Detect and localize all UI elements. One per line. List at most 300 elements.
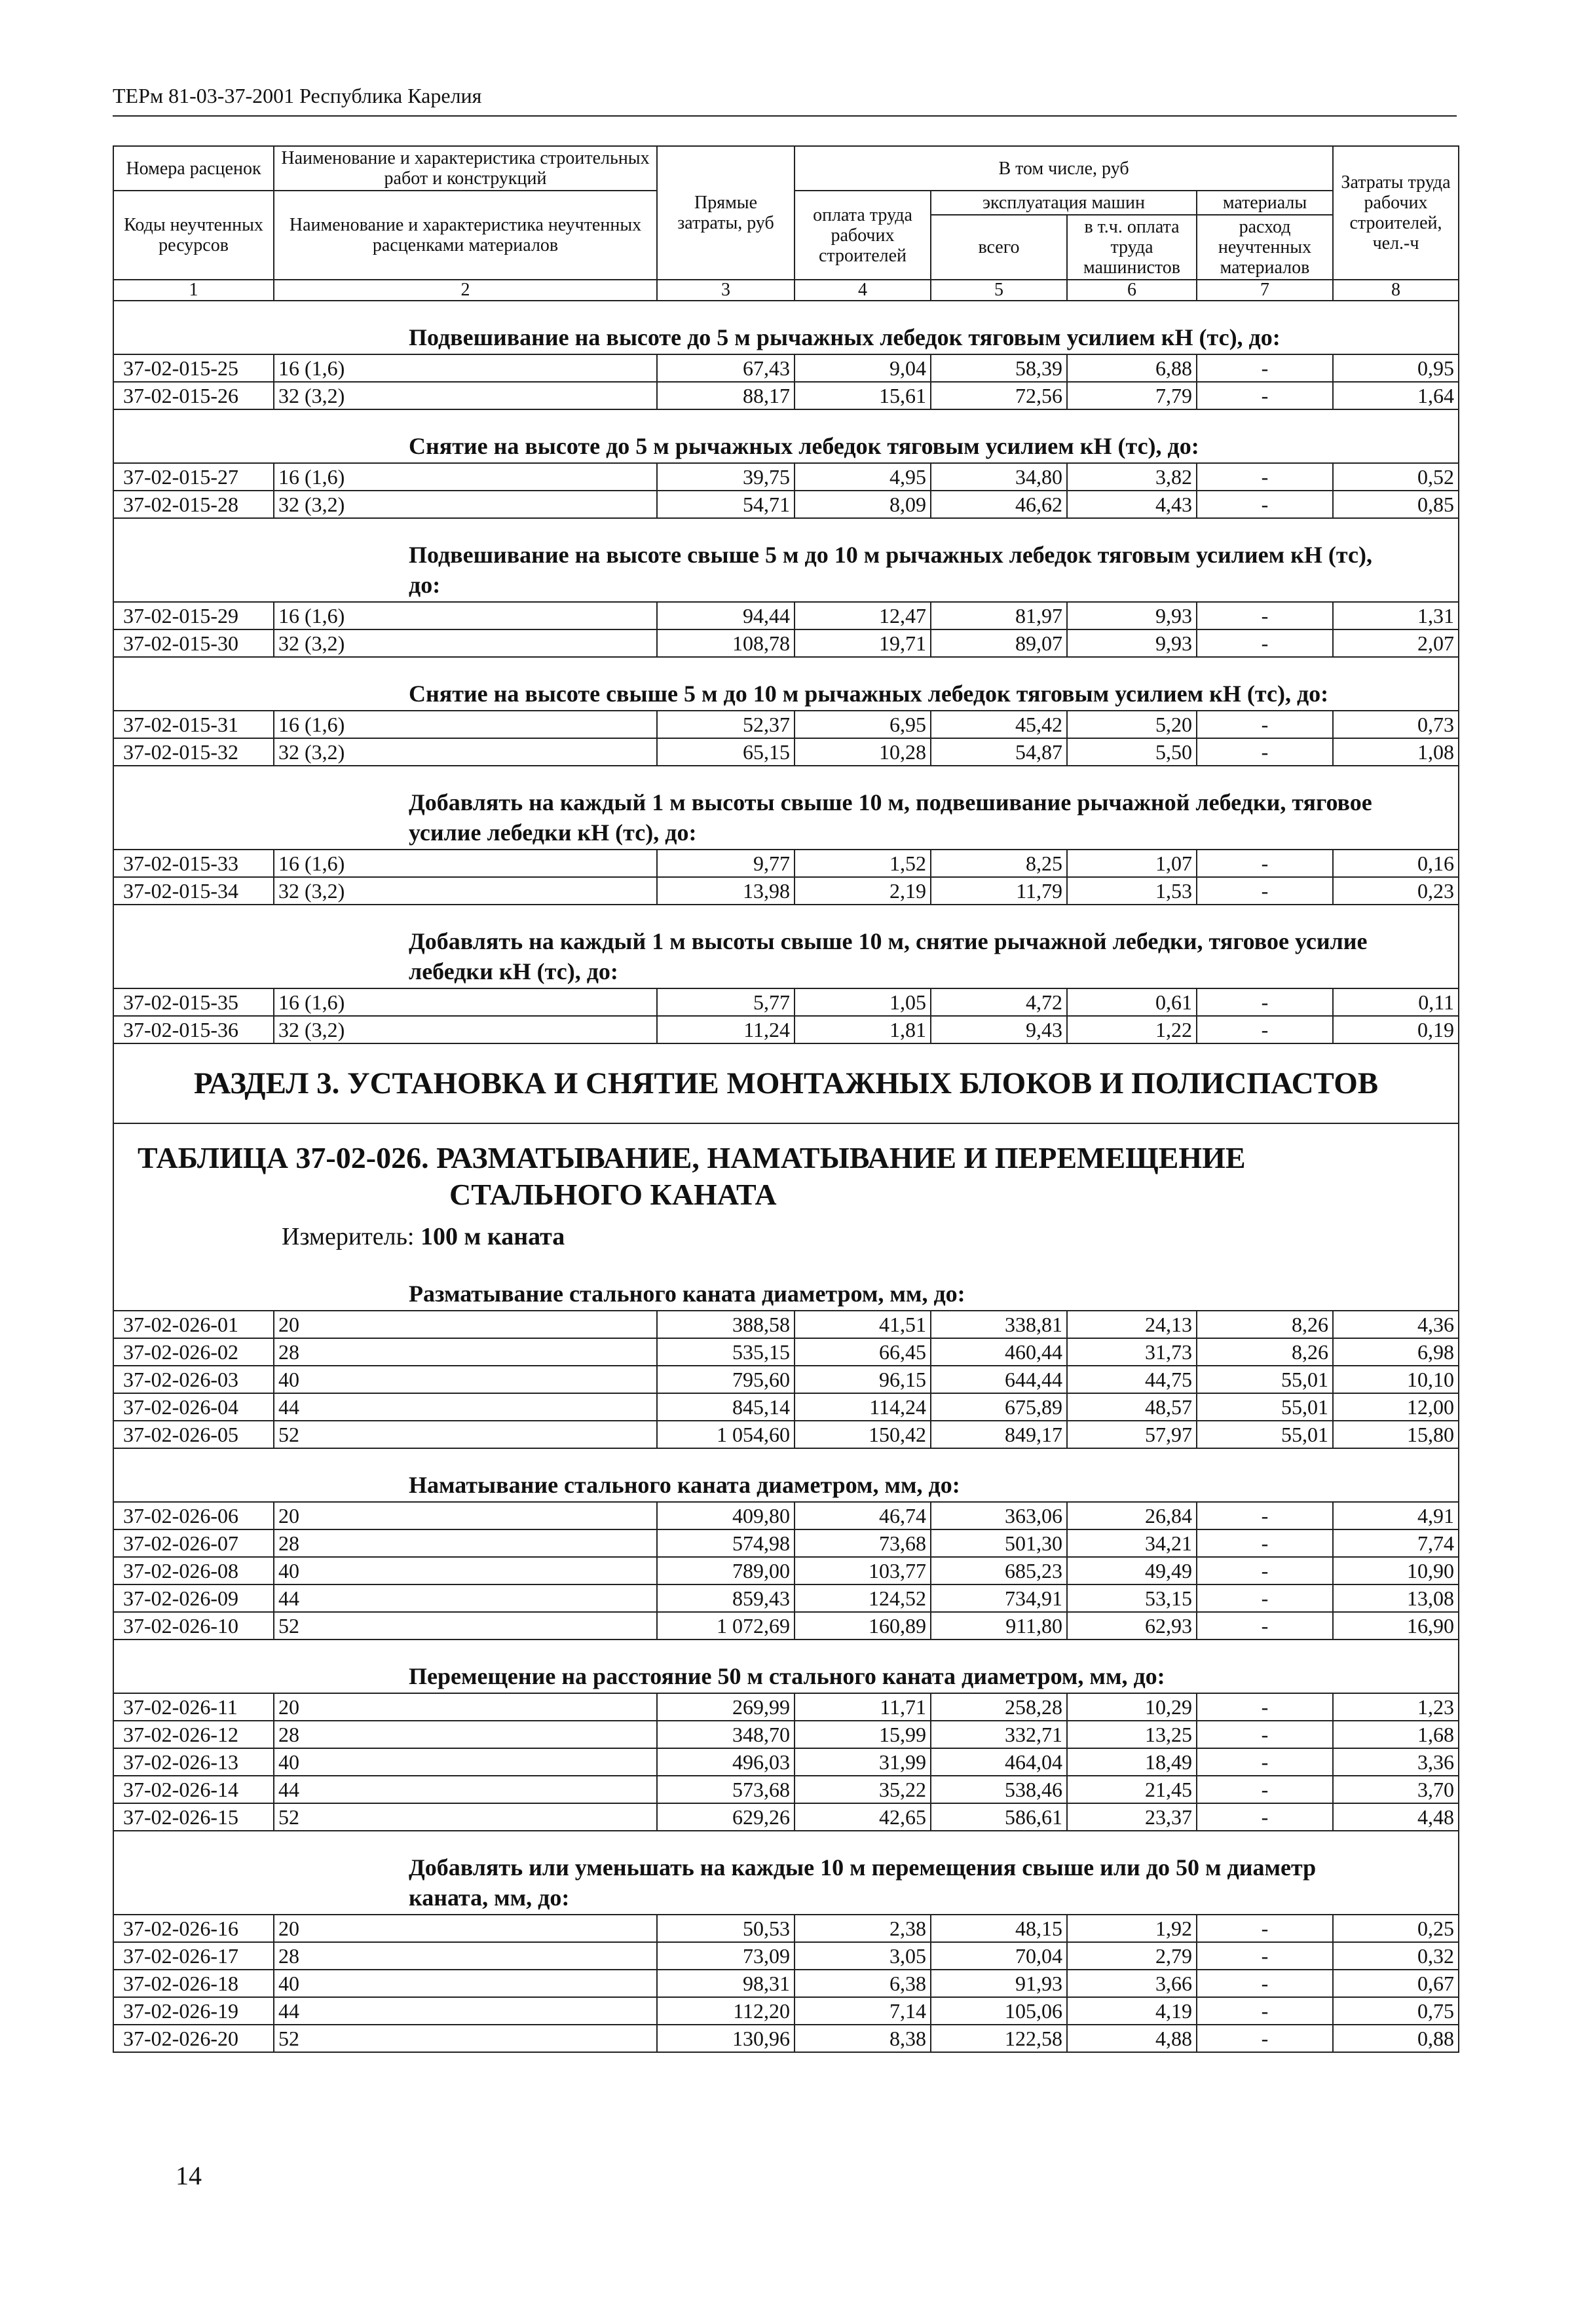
- group-title: Перемещение на расстояние 50 м стального каната диаметром, мм, до:: [113, 1652, 1459, 1693]
- table-title-line2: СТАЛЬНОГО КАНАТА: [449, 1178, 777, 1211]
- materials-value-cell: -: [1197, 1016, 1333, 1043]
- machine-total-cell: 849,17: [931, 1421, 1067, 1448]
- table-row: [113, 1748, 1459, 1776]
- col-header-machine-operation: эксплуатация машин: [931, 191, 1197, 215]
- direct-costs-cell: 13,98: [657, 877, 795, 905]
- materials-value-cell: -: [1197, 602, 1333, 629]
- machinist-pay-cell: 48,57: [1067, 1393, 1197, 1421]
- labor-hours-cell: 1,68: [1333, 1721, 1459, 1748]
- labor-hours-cell: 1,31: [1333, 602, 1459, 629]
- materials-value-cell: -: [1197, 850, 1333, 877]
- machinist-pay-cell: 53,15: [1067, 1584, 1197, 1612]
- rate-code-cell: 37-02-026-18: [113, 1970, 274, 1997]
- machine-total-cell: 58,39: [931, 354, 1067, 382]
- measure-unit: [138, 1221, 1445, 1252]
- materials-value-cell: -: [1197, 1584, 1333, 1612]
- group-title-row: [113, 422, 1459, 463]
- rate-code-cell: 37-02-026-01: [113, 1311, 274, 1338]
- table-row: [113, 1338, 1459, 1366]
- machinist-pay-cell: 24,13: [1067, 1311, 1197, 1338]
- labor-pay-cell: 9,04: [795, 354, 931, 382]
- table-row: [113, 1557, 1459, 1584]
- resource-spec-cell: 40: [274, 1557, 657, 1584]
- direct-costs-cell: 388,58: [657, 1311, 795, 1338]
- spacer-row: [113, 1258, 1459, 1269]
- machine-total-cell: 34,80: [931, 463, 1067, 491]
- resource-spec-cell: 32 (3,2): [274, 629, 657, 657]
- group-title: Добавлять на каждый 1 м высоты свыше 10 м, подвешивание рычажной лебедки, тяговое усилие лебедки кН (тс), до:: [113, 778, 1459, 850]
- group-title: Добавлять или уменьшать на каждые 10 м перемещения свыше или до 50 м диаметр каната, мм, до:: [113, 1843, 1459, 1915]
- rate-code-cell: 37-02-026-10: [113, 1612, 274, 1640]
- table-row: [113, 1803, 1459, 1831]
- direct-costs-cell: 67,43: [657, 354, 795, 382]
- machinist-pay-cell: 62,93: [1067, 1612, 1197, 1640]
- direct-costs-cell: 94,44: [657, 602, 795, 629]
- header-row-1: [113, 146, 1459, 191]
- column-number: 3: [657, 280, 795, 301]
- table-row: [113, 463, 1459, 491]
- resource-spec-cell: 28: [274, 1338, 657, 1366]
- running-header: ТЕРм 81-03-37-2001 Республика Карелия: [113, 84, 482, 107]
- resource-spec-cell: 16 (1,6): [274, 711, 657, 738]
- labor-pay-cell: 2,38: [795, 1915, 931, 1942]
- machine-total-cell: 122,58: [931, 2025, 1067, 2052]
- resource-spec-cell: 44: [274, 1584, 657, 1612]
- rate-code-cell: 37-02-015-28: [113, 491, 274, 518]
- labor-pay-cell: 42,65: [795, 1803, 931, 1831]
- resource-spec-cell: 16 (1,6): [274, 988, 657, 1016]
- spacer-row: [113, 409, 1459, 422]
- direct-costs-cell: 50,53: [657, 1915, 795, 1942]
- section-title: РАЗДЕЛ 3. УСТАНОВКА И СНЯТИЕ МОНТАЖНЫХ БЛОКОВ И ПОЛИСПАСТОВ: [113, 1043, 1459, 1123]
- table-row: [113, 1721, 1459, 1748]
- group-title-row: [113, 917, 1459, 988]
- labor-hours-cell: 16,90: [1333, 1612, 1459, 1640]
- machine-total-cell: 91,93: [931, 1970, 1067, 1997]
- machinist-pay-cell: 26,84: [1067, 1502, 1197, 1529]
- direct-costs-cell: 409,80: [657, 1502, 795, 1529]
- materials-value-cell: -: [1197, 1748, 1333, 1776]
- labor-pay-cell: 15,99: [795, 1721, 931, 1748]
- table-row: [113, 382, 1459, 409]
- resource-spec-cell: 28: [274, 1721, 657, 1748]
- labor-hours-cell: 0,11: [1333, 988, 1459, 1016]
- labor-hours-cell: 4,91: [1333, 1502, 1459, 1529]
- machinist-pay-cell: 2,79: [1067, 1942, 1197, 1970]
- direct-costs-cell: 52,37: [657, 711, 795, 738]
- machinist-pay-cell: 6,88: [1067, 354, 1197, 382]
- machinist-pay-cell: 4,43: [1067, 491, 1197, 518]
- materials-value-cell: -: [1197, 463, 1333, 491]
- labor-hours-cell: 10,90: [1333, 1557, 1459, 1584]
- machinist-pay-cell: 49,49: [1067, 1557, 1197, 1584]
- labor-pay-cell: 12,47: [795, 602, 931, 629]
- rate-code-cell: 37-02-026-05: [113, 1421, 274, 1448]
- table-row: [113, 629, 1459, 657]
- labor-hours-cell: 4,48: [1333, 1803, 1459, 1831]
- machine-total-cell: 46,62: [931, 491, 1067, 518]
- labor-pay-cell: 4,95: [795, 463, 931, 491]
- labor-pay-cell: 10,28: [795, 738, 931, 766]
- labor-hours-cell: 1,08: [1333, 738, 1459, 766]
- resource-spec-cell: 44: [274, 1393, 657, 1421]
- machine-total-cell: 48,15: [931, 1915, 1067, 1942]
- group-title: Снятие на высоте свыше 5 м до 10 м рычажных лебедок тяговым усилием кН (тс), до:: [113, 669, 1459, 711]
- labor-pay-cell: 1,81: [795, 1016, 931, 1043]
- rate-code-cell: 37-02-026-07: [113, 1529, 274, 1557]
- resource-spec-cell: 16 (1,6): [274, 354, 657, 382]
- machine-total-cell: 9,43: [931, 1016, 1067, 1043]
- rate-code-cell: 37-02-015-32: [113, 738, 274, 766]
- machine-total-cell: 72,56: [931, 382, 1067, 409]
- col-header-labor-costs: Затраты труда рабочих строителей, чел.-ч: [1333, 146, 1459, 280]
- table-row: [113, 1584, 1459, 1612]
- table-row: [113, 1393, 1459, 1421]
- table-row: [113, 1915, 1459, 1942]
- resource-spec-cell: 44: [274, 1776, 657, 1803]
- direct-costs-cell: 789,00: [657, 1557, 795, 1584]
- machinist-pay-cell: 0,61: [1067, 988, 1197, 1016]
- machinist-pay-cell: 1,53: [1067, 877, 1197, 905]
- table-row: [113, 491, 1459, 518]
- col-header-unaccounted-codes: Коды неучтенных ресурсов: [113, 191, 274, 280]
- rate-code-cell: 37-02-026-15: [113, 1803, 274, 1831]
- rate-code-cell: 37-02-026-03: [113, 1366, 274, 1393]
- labor-hours-cell: 0,32: [1333, 1942, 1459, 1970]
- machine-total-cell: 338,81: [931, 1311, 1067, 1338]
- labor-hours-cell: 3,70: [1333, 1776, 1459, 1803]
- direct-costs-cell: 496,03: [657, 1748, 795, 1776]
- spacer-row: [113, 1831, 1459, 1843]
- labor-pay-cell: 3,05: [795, 1942, 931, 1970]
- labor-hours-cell: 0,73: [1333, 711, 1459, 738]
- materials-value-cell: -: [1197, 2025, 1333, 2052]
- group-title: Наматывание стального каната диаметром, мм, до:: [113, 1461, 1459, 1502]
- group-title-row: [113, 1843, 1459, 1915]
- page-number: 14: [176, 2161, 202, 2190]
- machinist-pay-cell: 18,49: [1067, 1748, 1197, 1776]
- machinist-pay-cell: 13,25: [1067, 1721, 1197, 1748]
- materials-value-cell: -: [1197, 1557, 1333, 1584]
- rate-code-cell: 37-02-015-29: [113, 602, 274, 629]
- materials-value-cell: 55,01: [1197, 1421, 1333, 1448]
- materials-value-cell: 55,01: [1197, 1393, 1333, 1421]
- resource-spec-cell: 40: [274, 1970, 657, 1997]
- labor-pay-cell: 124,52: [795, 1584, 931, 1612]
- spacer-row: [113, 657, 1459, 669]
- resource-spec-cell: 20: [274, 1311, 657, 1338]
- labor-hours-cell: 12,00: [1333, 1393, 1459, 1421]
- table-row: [113, 1776, 1459, 1803]
- column-numbers-row: [113, 280, 1459, 301]
- machinist-pay-cell: 57,97: [1067, 1421, 1197, 1448]
- labor-hours-cell: 0,25: [1333, 1915, 1459, 1942]
- rates-table: [113, 145, 1459, 2053]
- labor-pay-cell: 2,19: [795, 877, 931, 905]
- resource-spec-cell: 28: [274, 1529, 657, 1557]
- rate-code-cell: 37-02-026-11: [113, 1693, 274, 1721]
- materials-value-cell: -: [1197, 629, 1333, 657]
- direct-costs-cell: 574,98: [657, 1529, 795, 1557]
- machine-total-cell: 45,42: [931, 711, 1067, 738]
- rate-code-cell: 37-02-015-26: [113, 382, 274, 409]
- labor-hours-cell: 10,10: [1333, 1366, 1459, 1393]
- labor-pay-cell: 7,14: [795, 1997, 931, 2025]
- materials-value-cell: -: [1197, 382, 1333, 409]
- materials-value-cell: -: [1197, 1529, 1333, 1557]
- col-header-machine-total: всего: [931, 215, 1067, 280]
- labor-hours-cell: 2,07: [1333, 629, 1459, 657]
- materials-value-cell: -: [1197, 1721, 1333, 1748]
- resource-spec-cell: 32 (3,2): [274, 877, 657, 905]
- machinist-pay-cell: 31,73: [1067, 1338, 1197, 1366]
- col-header-rate-number: Номера расценок: [113, 146, 274, 191]
- labor-pay-cell: 160,89: [795, 1612, 931, 1640]
- rate-code-cell: 37-02-015-33: [113, 850, 274, 877]
- materials-value-cell: -: [1197, 1693, 1333, 1721]
- resource-spec-cell: 40: [274, 1366, 657, 1393]
- table-row: [113, 1612, 1459, 1640]
- col-header-labor-pay: оплата труда рабочих строителей: [795, 191, 931, 280]
- labor-pay-cell: 6,95: [795, 711, 931, 738]
- direct-costs-cell: 9,77: [657, 850, 795, 877]
- rate-code-cell: 37-02-026-02: [113, 1338, 274, 1366]
- section-title-row: [113, 1043, 1459, 1123]
- rate-code-cell: 37-02-026-06: [113, 1502, 274, 1529]
- materials-value-cell: -: [1197, 711, 1333, 738]
- labor-hours-cell: 0,88: [1333, 2025, 1459, 2052]
- table-row: [113, 1529, 1459, 1557]
- table-row: [113, 850, 1459, 877]
- table-row: [113, 1997, 1459, 2025]
- group-title: Добавлять на каждый 1 м высоты свыше 10 м, снятие рычажной лебедки, тяговое усилие лебедки кН (тс), до:: [113, 917, 1459, 988]
- table-row: [113, 1942, 1459, 1970]
- direct-costs-cell: 1 054,60: [657, 1421, 795, 1448]
- labor-pay-cell: 1,52: [795, 850, 931, 877]
- machine-total-cell: 70,04: [931, 1942, 1067, 1970]
- direct-costs-cell: 65,15: [657, 738, 795, 766]
- table-row: [113, 711, 1459, 738]
- labor-pay-cell: 114,24: [795, 1393, 931, 1421]
- direct-costs-cell: 98,31: [657, 1970, 795, 1997]
- labor-pay-cell: 1,05: [795, 988, 931, 1016]
- group-title: Подвешивание на высоте свыше 5 м до 10 м рычажных лебедок тяговым усилием кН (тс), до:: [113, 531, 1459, 602]
- rate-code-cell: 37-02-015-34: [113, 877, 274, 905]
- labor-pay-cell: 73,68: [795, 1529, 931, 1557]
- labor-pay-cell: 35,22: [795, 1776, 931, 1803]
- materials-value-cell: 8,26: [1197, 1338, 1333, 1366]
- resource-spec-cell: 16 (1,6): [274, 602, 657, 629]
- direct-costs-cell: 795,60: [657, 1366, 795, 1393]
- labor-pay-cell: 31,99: [795, 1748, 931, 1776]
- labor-pay-cell: 103,77: [795, 1557, 931, 1584]
- spacer-row: [113, 905, 1459, 917]
- measure-label: Измеритель:: [282, 1223, 415, 1250]
- table-row: [113, 877, 1459, 905]
- rate-code-cell: 37-02-015-27: [113, 463, 274, 491]
- machinist-pay-cell: 9,93: [1067, 602, 1197, 629]
- resource-spec-cell: 52: [274, 1612, 657, 1640]
- group-title-row: [113, 531, 1459, 602]
- rate-code-cell: 37-02-026-16: [113, 1915, 274, 1942]
- rate-code-cell: 37-02-015-25: [113, 354, 274, 382]
- direct-costs-cell: 348,70: [657, 1721, 795, 1748]
- column-number: 4: [795, 280, 931, 301]
- resource-spec-cell: 32 (3,2): [274, 491, 657, 518]
- materials-value-cell: -: [1197, 1776, 1333, 1803]
- labor-pay-cell: 41,51: [795, 1311, 931, 1338]
- rate-code-cell: 37-02-015-30: [113, 629, 274, 657]
- table-row: [113, 602, 1459, 629]
- materials-value-cell: -: [1197, 1502, 1333, 1529]
- resource-spec-cell: 20: [274, 1693, 657, 1721]
- direct-costs-cell: 5,77: [657, 988, 795, 1016]
- direct-costs-cell: 88,17: [657, 382, 795, 409]
- spacer-row: [113, 1640, 1459, 1652]
- rate-code-cell: 37-02-015-35: [113, 988, 274, 1016]
- materials-value-cell: -: [1197, 1997, 1333, 2025]
- group-title-row: [113, 1461, 1459, 1502]
- machinist-pay-cell: 1,92: [1067, 1915, 1197, 1942]
- machinist-pay-cell: 3,82: [1067, 463, 1197, 491]
- labor-pay-cell: 96,15: [795, 1366, 931, 1393]
- materials-value-cell: 55,01: [1197, 1366, 1333, 1393]
- rate-code-cell: 37-02-026-04: [113, 1393, 274, 1421]
- direct-costs-cell: 11,24: [657, 1016, 795, 1043]
- machinist-pay-cell: 5,50: [1067, 738, 1197, 766]
- column-number: 1: [113, 280, 274, 301]
- machine-total-cell: 4,72: [931, 988, 1067, 1016]
- labor-hours-cell: 15,80: [1333, 1421, 1459, 1448]
- machine-total-cell: 734,91: [931, 1584, 1067, 1612]
- direct-costs-cell: 54,71: [657, 491, 795, 518]
- machinist-pay-cell: 9,93: [1067, 629, 1197, 657]
- rate-code-cell: 37-02-026-09: [113, 1584, 274, 1612]
- resource-spec-cell: 52: [274, 2025, 657, 2052]
- resource-spec-cell: 52: [274, 1421, 657, 1448]
- direct-costs-cell: 108,78: [657, 629, 795, 657]
- materials-value-cell: -: [1197, 491, 1333, 518]
- col-header-unaccounted-materials: расход неучтенных материалов: [1197, 215, 1333, 280]
- header-rule: [113, 115, 1457, 117]
- labor-pay-cell: 15,61: [795, 382, 931, 409]
- table-row: [113, 2025, 1459, 2052]
- materials-value-cell: -: [1197, 877, 1333, 905]
- spacer-row: [113, 301, 1459, 313]
- machine-total-cell: 911,80: [931, 1612, 1067, 1640]
- machinist-pay-cell: 1,07: [1067, 850, 1197, 877]
- machinist-pay-cell: 3,66: [1067, 1970, 1197, 1997]
- column-number: 8: [1333, 280, 1459, 301]
- resource-spec-cell: 40: [274, 1748, 657, 1776]
- col-header-name: Наименование и характеристика строительных работ и конструкций: [274, 146, 657, 191]
- machinist-pay-cell: 4,19: [1067, 1997, 1197, 2025]
- machine-total-cell: 675,89: [931, 1393, 1067, 1421]
- table-row: [113, 354, 1459, 382]
- direct-costs-cell: 573,68: [657, 1776, 795, 1803]
- labor-hours-cell: 1,23: [1333, 1693, 1459, 1721]
- direct-costs-cell: 535,15: [657, 1338, 795, 1366]
- resource-spec-cell: 52: [274, 1803, 657, 1831]
- column-number: 5: [931, 280, 1067, 301]
- machine-total-cell: 644,44: [931, 1366, 1067, 1393]
- machinist-pay-cell: 10,29: [1067, 1693, 1197, 1721]
- rate-code-cell: 37-02-026-14: [113, 1776, 274, 1803]
- machine-total-cell: 54,87: [931, 738, 1067, 766]
- resource-spec-cell: 32 (3,2): [274, 382, 657, 409]
- table-title-row: [113, 1123, 1459, 1258]
- labor-pay-cell: 66,45: [795, 1338, 931, 1366]
- rate-code-cell: 37-02-015-36: [113, 1016, 274, 1043]
- group-title: Подвешивание на высоте до 5 м рычажных лебедок тяговым усилием кН (тс), до:: [113, 313, 1459, 354]
- machine-total-cell: 685,23: [931, 1557, 1067, 1584]
- materials-value-cell: -: [1197, 354, 1333, 382]
- labor-hours-cell: 0,19: [1333, 1016, 1459, 1043]
- resource-spec-cell: 44: [274, 1997, 657, 2025]
- labor-pay-cell: 19,71: [795, 629, 931, 657]
- resource-spec-cell: 16 (1,6): [274, 850, 657, 877]
- direct-costs-cell: 1 072,69: [657, 1612, 795, 1640]
- labor-pay-cell: 6,38: [795, 1970, 931, 1997]
- materials-value-cell: -: [1197, 1612, 1333, 1640]
- col-header-including: В том числе, руб: [795, 146, 1333, 191]
- spacer-row: [113, 518, 1459, 531]
- labor-hours-cell: 0,16: [1333, 850, 1459, 877]
- rate-code-cell: 37-02-026-12: [113, 1721, 274, 1748]
- rate-code-cell: 37-02-026-19: [113, 1997, 274, 2025]
- resource-spec-cell: 32 (3,2): [274, 738, 657, 766]
- table-row: [113, 988, 1459, 1016]
- direct-costs-cell: 130,96: [657, 2025, 795, 2052]
- machine-total-cell: 538,46: [931, 1776, 1067, 1803]
- col-header-direct-costs: Прямые затраты, руб: [657, 146, 795, 280]
- labor-hours-cell: 0,52: [1333, 463, 1459, 491]
- labor-pay-cell: 46,74: [795, 1502, 931, 1529]
- labor-hours-cell: 7,74: [1333, 1529, 1459, 1557]
- machinist-pay-cell: 1,22: [1067, 1016, 1197, 1043]
- resource-spec-cell: 32 (3,2): [274, 1016, 657, 1043]
- col-header-unaccounted-name: Наименование и характеристика неучтенных расценками материалов: [274, 191, 657, 280]
- materials-value-cell: -: [1197, 1942, 1333, 1970]
- labor-hours-cell: 3,36: [1333, 1748, 1459, 1776]
- labor-hours-cell: 1,64: [1333, 382, 1459, 409]
- table-row: [113, 1693, 1459, 1721]
- group-title-row: [113, 669, 1459, 711]
- group-title-row: [113, 1269, 1459, 1311]
- col-header-machinist-pay: в т.ч. оплата труда машинистов: [1067, 215, 1197, 280]
- measure-value: 100 м каната: [421, 1223, 565, 1250]
- labor-hours-cell: 6,98: [1333, 1338, 1459, 1366]
- table-row: [113, 1421, 1459, 1448]
- machinist-pay-cell: 7,79: [1067, 382, 1197, 409]
- column-number: 7: [1197, 280, 1333, 301]
- machine-total-cell: 501,30: [931, 1529, 1067, 1557]
- machine-total-cell: 363,06: [931, 1502, 1067, 1529]
- rate-code-cell: 37-02-026-13: [113, 1748, 274, 1776]
- machinist-pay-cell: 4,88: [1067, 2025, 1197, 2052]
- labor-hours-cell: 0,95: [1333, 354, 1459, 382]
- spacer-row: [113, 766, 1459, 778]
- col-header-materials: материалы: [1197, 191, 1333, 215]
- labor-hours-cell: 0,85: [1333, 491, 1459, 518]
- group-title: Разматывание стального каната диаметром, мм, до:: [113, 1269, 1459, 1311]
- labor-pay-cell: 8,38: [795, 2025, 931, 2052]
- resource-spec-cell: 20: [274, 1915, 657, 1942]
- materials-value-cell: -: [1197, 1803, 1333, 1831]
- machinist-pay-cell: 44,75: [1067, 1366, 1197, 1393]
- materials-value-cell: -: [1197, 738, 1333, 766]
- labor-hours-cell: 13,08: [1333, 1584, 1459, 1612]
